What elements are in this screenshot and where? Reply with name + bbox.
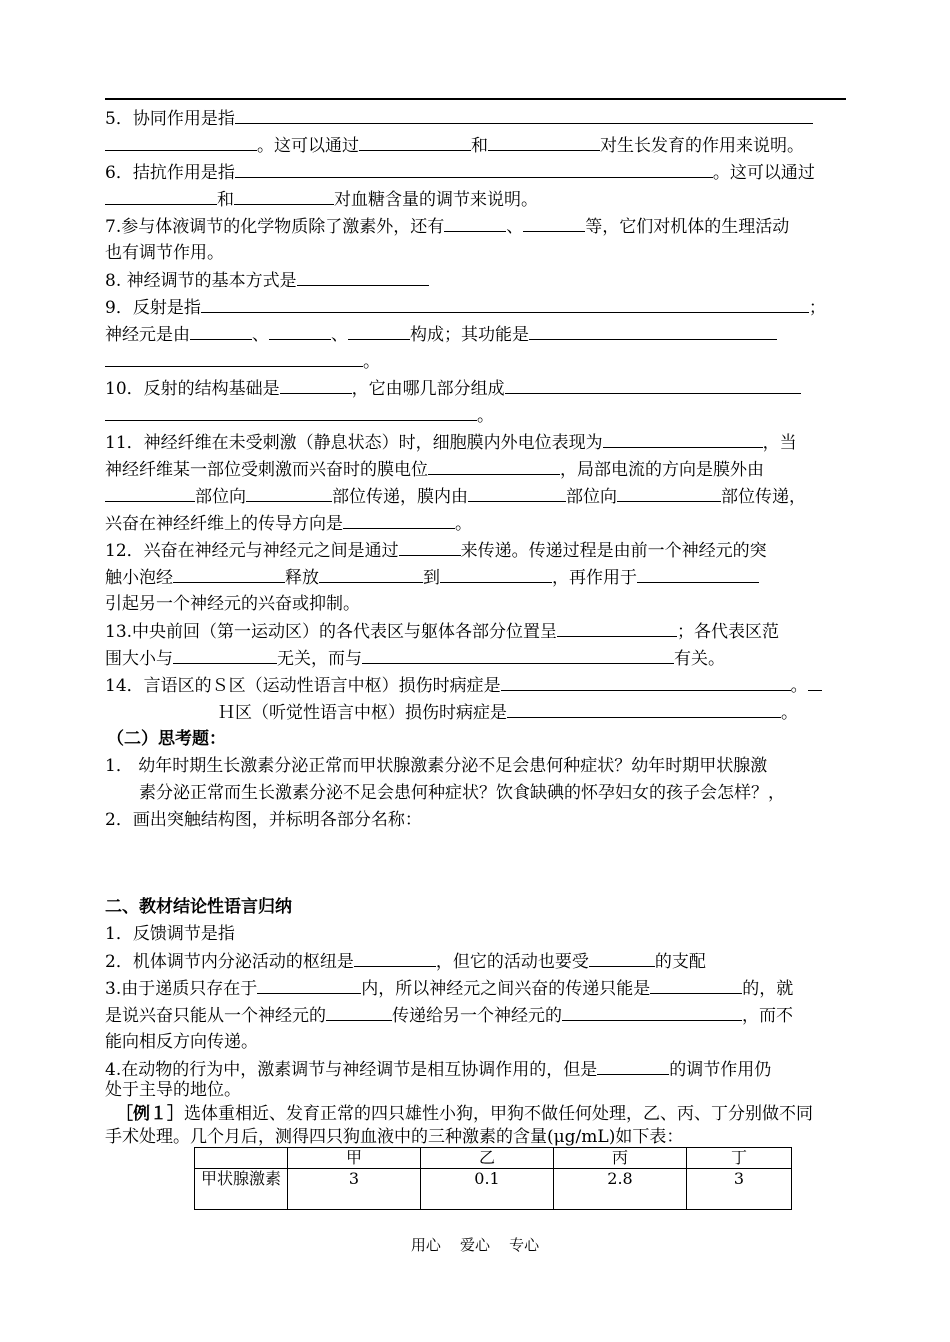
table-row-label: 甲状腺激素 [195, 1169, 288, 1210]
blank[interactable] [173, 648, 277, 664]
q12-line3: 引起另一个神经元的兴奋或抑制。 [105, 594, 360, 614]
blank[interactable] [235, 162, 713, 178]
table-header-cell: 甲 [288, 1148, 421, 1169]
hormone-table [194, 1147, 792, 1210]
q10-line2: 。 [105, 405, 494, 426]
blank[interactable] [257, 978, 361, 994]
q9-line1: 9．反射是指 ； [105, 298, 826, 318]
blank[interactable] [362, 648, 674, 664]
blank[interactable] [246, 486, 332, 502]
table-cell: 3 [288, 1169, 421, 1210]
q6-line2: 和 对血糖含量的调节来说明。 [105, 189, 538, 210]
s2-item3-line2: 是说兴奋只能从一个神经元的 传递给另一个神经元的 ，而不 [105, 1006, 793, 1026]
q14-line1: 14．言语区的Ｓ区（运动性语言中枢）损伤时病症是 。 [105, 675, 822, 696]
think-q1-line2: 素分泌正常而生长激素分泌不足会患何种症状？饮食缺碘的怀孕妇女的孩子会怎样？， [139, 783, 785, 803]
blank[interactable] [428, 459, 560, 475]
think-q2: 2．画出突触结构图，并标明各部分名称： [105, 810, 422, 830]
q10-line1: 10．反射的结构基础是 ，它由哪几部分组成 [105, 378, 801, 399]
page-footer: 用心 爱心 专心 [410, 1236, 540, 1254]
blank[interactable] [617, 486, 721, 502]
s2-item4-line2: 处于主导的地位。 [105, 1080, 241, 1100]
blank[interactable] [105, 135, 257, 151]
table-header-cell [195, 1148, 288, 1169]
blank[interactable] [280, 378, 352, 394]
blank[interactable] [326, 1005, 392, 1021]
blank[interactable] [468, 486, 566, 502]
table-header-cell: 丁 [687, 1148, 792, 1169]
blank[interactable] [105, 405, 477, 421]
think-q1-line1: 1． 幼年时期生长激素分泌正常而甲状腺激素分泌不足会患何种症状？幼年时期甲状腺激 [105, 756, 768, 776]
blank[interactable] [173, 567, 285, 583]
blank[interactable] [235, 108, 813, 124]
table-header-cell: 丙 [554, 1148, 687, 1169]
blank[interactable] [650, 978, 742, 994]
blank[interactable] [319, 567, 423, 583]
blank[interactable] [359, 135, 471, 151]
blank[interactable] [440, 567, 552, 583]
s2-item2: 2．机体调节内分泌活动的枢纽是 ，但它的活动也要受 的支配 [105, 952, 706, 972]
blank[interactable] [297, 270, 429, 286]
blank[interactable] [557, 621, 677, 637]
table-row [195, 1169, 792, 1210]
blank[interactable] [190, 324, 252, 340]
q8-line: 8. 神经调节的基本方式是 [105, 270, 429, 291]
q9-line3: 。 [105, 351, 380, 372]
s2-item4-line1: 4.在动物的行为中，激素调节与神经调节是相互协调作用的，但是 的调节作用仍 [105, 1060, 772, 1080]
blank[interactable] [105, 189, 217, 205]
q11-line3: 部位向 部位传递，膜内由 部位向 部位传递， [105, 486, 806, 507]
blank[interactable] [348, 324, 410, 340]
blank[interactable] [637, 567, 759, 583]
table-cell: 3 [687, 1169, 792, 1210]
q11-line2: 神经纤维某一部位受刺激而兴奋时的膜电位 ，局部电流的方向是膜外由 [105, 460, 764, 480]
blank[interactable] [597, 1059, 669, 1075]
blank[interactable] [501, 675, 791, 691]
blank[interactable] [603, 432, 763, 448]
blank[interactable] [808, 675, 822, 691]
q5-line1: 5．协同作用是指 [105, 108, 813, 129]
q7-line2: 也有调节作用。 [105, 243, 224, 263]
blank[interactable] [529, 324, 777, 340]
s2-item1: 1．反馈调节是指 [105, 924, 235, 944]
blank[interactable] [488, 135, 600, 151]
blank[interactable] [589, 951, 655, 967]
blank[interactable] [201, 297, 809, 313]
blank[interactable] [354, 951, 436, 967]
q11-line1: 11．神经纤维在未受刺激（静息状态）时，细胞膜内外电位表现为 ，当 [105, 433, 797, 453]
q14-line2: Ｈ区（听觉性语言中枢）损伤时病症是 。 [218, 703, 798, 723]
table-header-row [195, 1148, 792, 1169]
q6-line1: 6．拮抗作用是指 。这可以通过 [105, 163, 815, 183]
s2-item3-line1: 3.由于递质只存在于 内，所以神经元之间兴奋的传递只能是 的，就 [105, 979, 794, 999]
blank[interactable] [343, 513, 455, 529]
section2-title: 二、教材结论性语言归纳 [105, 897, 292, 917]
q13-line2: 围大小与 无关，而与 有关。 [105, 649, 725, 669]
q7-line1: 7.参与体液调节的化学物质除了激素外，还有 、 等，它们对机体的生理活动 [105, 217, 790, 237]
think-title: （二）思考题： [107, 729, 226, 749]
blank[interactable] [399, 540, 461, 556]
table-header-cell: 乙 [421, 1148, 554, 1169]
table-cell: 2.8 [554, 1169, 687, 1210]
header-rule [105, 98, 846, 100]
blank[interactable] [105, 486, 195, 502]
blank[interactable] [507, 702, 781, 718]
q12-line1: 12．兴奋在神经元与神经元之间是通过 来传递。传递过程是由前一个神经元的突 [105, 541, 767, 561]
blank[interactable] [444, 216, 506, 232]
q13-line1: 13.中央前回（第一运动区）的各代表区与躯体各部分位置呈 ；各代表区范 [105, 622, 780, 642]
example-line1: ［例１］选体重相近、发育正常的四只雄性小狗，甲狗不做任何处理，乙、丙、丁分别做不同 [116, 1104, 813, 1124]
blank[interactable] [505, 378, 801, 394]
blank[interactable] [269, 324, 331, 340]
q9-line2: 神经元是由 、 、 构成；其功能是 [105, 324, 777, 345]
blank[interactable] [234, 189, 334, 205]
q11-line4: 兴奋在神经纤维上的传导方向是 。 [105, 514, 472, 534]
blank[interactable] [562, 1005, 742, 1021]
example-line2: 手术处理。几个月后，测得四只狗血液中的三种激素的含量(μg/mL)如下表： [105, 1127, 684, 1147]
s2-item3-line3: 能向相反方向传递。 [105, 1032, 258, 1052]
blank[interactable] [523, 216, 585, 232]
blank[interactable] [105, 351, 363, 367]
table-cell: 0.1 [421, 1169, 554, 1210]
q5-line2: 。这可以通过 和 对生长发育的作用来说明。 [105, 135, 804, 156]
q12-line2: 触小泡经 释放 到 ，再作用于 [105, 567, 759, 588]
example-label: ［例１］ [116, 1104, 184, 1124]
